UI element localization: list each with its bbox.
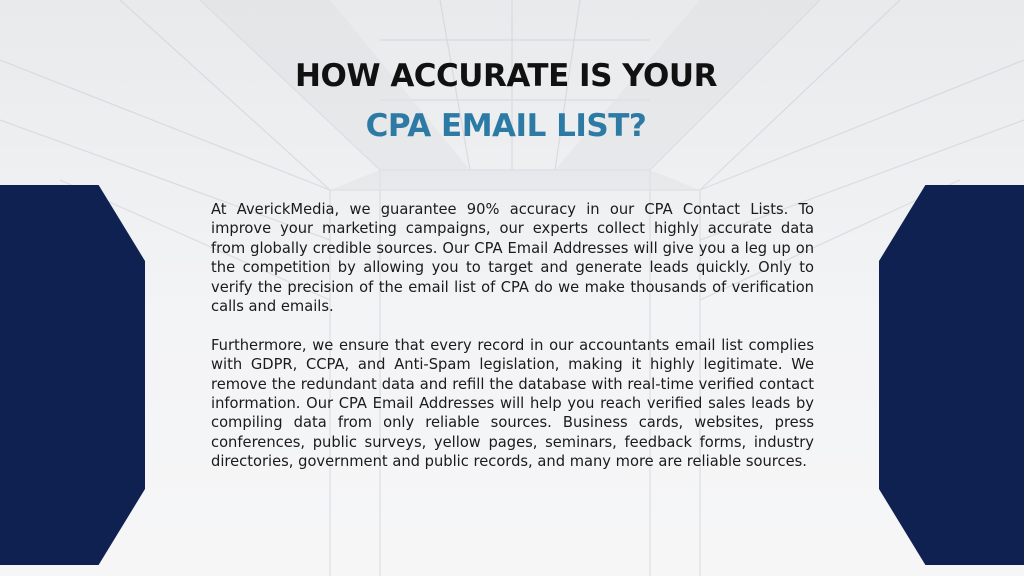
title-line-2: CPA EMAIL LIST?	[365, 108, 647, 144]
right-navy-hexagon	[879, 185, 1024, 565]
left-navy-hexagon	[0, 185, 145, 565]
paragraph-2: Furthermore, we ensure that every record in our accountants email list complies with GDPR, CCPA, and Anti-Spam legislation, making it highly legitimate. We remove the redundant data and refill the database with real-time verified contact information. Our CPA Email Addresses will help you reach verified sales leads by compiling data from only reliable sources. Business cards, websites, press conferences, public surveys, yellow pages, seminars, feedback forms, industry directories, government and public records, and many more are reliable sources.	[211, 336, 814, 471]
title-line-1: HOW ACCURATE IS YOUR	[295, 58, 717, 94]
paragraph-1: At AverickMedia, we guarantee 90% accuracy in our CPA Contact Lists. To improve your marketing campaigns, our experts collect highly accurate data from globally credible sources. Our CPA Email Addresses will give you a leg up on the competition by allowing you to target and generate leads quickly. Only to verify the precision of the email list of CPA do we make thousands of verification calls and emails.	[211, 201, 814, 316]
body-text	[211, 200, 814, 491]
